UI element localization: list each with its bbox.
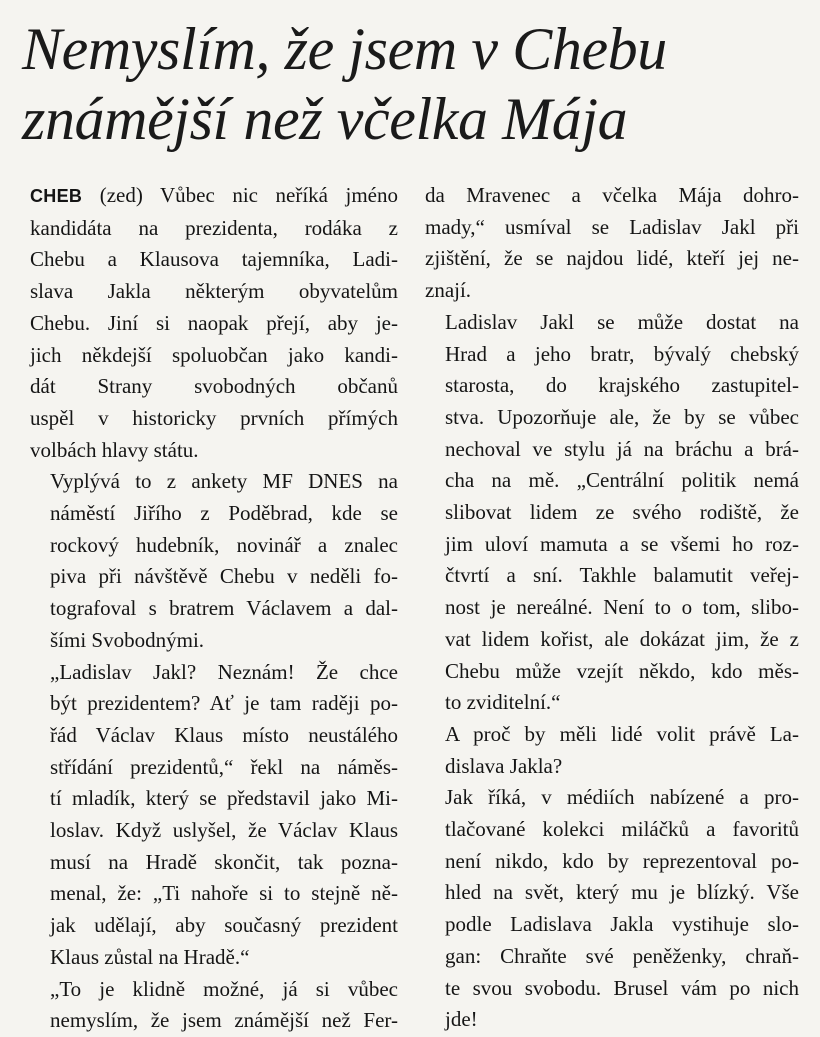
article-paragraph — [30, 466, 398, 656]
text-line: Jak říká, v médiích nabízené a pro- — [445, 785, 799, 810]
text-line: Ladislav Jakl se může dostat na — [445, 309, 799, 334]
article-column-left — [30, 180, 398, 1037]
text-line: volbách hlavy státu. — [30, 437, 199, 462]
text-line: tlačované kolekci miláčků a favoritů — [445, 817, 799, 842]
text-line: te svou svobodu. Brusel vám po nich — [445, 975, 799, 1000]
text-line: zjištění, že se najdou lidé, kteří jej ne- — [425, 246, 799, 271]
text-line: znají. — [425, 278, 472, 303]
article-paragraph — [425, 782, 799, 1036]
text-line: A proč by měli lidé volit právě La- — [445, 721, 799, 746]
text-line: jak udělají, aby současný prezident — [50, 913, 398, 938]
text-line: střídání prezidentů,“ řekl na náměs- — [50, 754, 398, 779]
text-line: podle Ladislava Jakla vystihuje slo- — [445, 912, 799, 937]
text-line: gan: Chraňte své peněženky, chraň- — [445, 943, 799, 968]
text-line: Chebu. Jiní si naopak přejí, aby je- — [30, 310, 398, 335]
text-line: mady,“ usmíval se Ladislav Jakl při — [425, 214, 799, 239]
text-line: čtvrtí a sní. Takhle balamutit veřej- — [445, 563, 799, 588]
text-line: Vyplývá to z ankety MF DNES na — [50, 469, 398, 494]
text-line: cha na mě. „Centrální politik nemá — [445, 468, 799, 493]
text-line: Hrad a jeho bratr, bývalý chebský — [445, 341, 799, 366]
text-line: hled na svět, který mu je blízký. Vše — [445, 880, 799, 905]
text-line: stva. Upozorňuje ale, že by se vůbec — [445, 404, 799, 429]
text-line: dislava Jakla? — [445, 753, 563, 778]
text-line: musí na Hradě skončit, tak pozna- — [50, 849, 398, 874]
text-line: tí mladík, který se představil jako Mi- — [50, 786, 398, 811]
article-paragraph — [425, 307, 799, 719]
article-paragraph — [425, 180, 799, 307]
article-column-right — [425, 180, 799, 1036]
text-line: řád Václav Klaus místo neustálého — [50, 722, 398, 747]
article-paragraph — [30, 974, 398, 1037]
text-line: nost je nereálné. Není to o tom, slibo- — [445, 595, 799, 620]
headline — [22, 14, 802, 154]
text-line: není nikdo, kdo by reprezentoval po- — [445, 848, 799, 873]
text-line — [30, 180, 398, 213]
text-line: šími Svobodnými. — [50, 627, 205, 652]
text-line: slava Jakla některým obyvatelům — [30, 279, 398, 304]
text-line: kandidáta na prezidenta, rodáka z — [30, 215, 398, 240]
text-line: náměstí Jiřího z Poděbrad, kde se — [50, 501, 398, 526]
text-line: starosta, do krajského zastupitel- — [445, 373, 799, 398]
text-line: uspěl v historicky prvních přímých — [30, 405, 398, 430]
text-line: jim uloví mamuta a se všemi ho roz- — [445, 531, 799, 556]
dateline: CHEB — [30, 186, 83, 206]
text-line: Chebu a Klausova tajemníka, Ladi- — [30, 247, 398, 272]
text-line: piva při návštěvě Chebu v neděli fo- — [50, 564, 398, 589]
article-paragraph — [30, 657, 398, 974]
text-line: jich někdejší spoluobčan jako kandi- — [30, 342, 398, 367]
text-line: tografoval s bratrem Václavem a dal- — [50, 596, 398, 621]
text-line: to zviditelní.“ — [445, 690, 561, 715]
text-line: Chebu může vzejít někdo, kdo měs- — [445, 658, 799, 683]
text-line: být prezidentem? Ať je tam raději po- — [50, 691, 398, 716]
headline-line-2: známější než včelka Mája — [22, 86, 628, 152]
text-line: slibovat lidem ze svého rodiště, že — [445, 500, 799, 525]
text-line: loslav. Když uslyšel, že Václav Klaus — [50, 818, 398, 843]
text-line: da Mravenec a včelka Mája dohro- — [425, 183, 799, 207]
text-line: menal, že: „Ti nahoře si to stejně ně- — [50, 881, 398, 906]
article-paragraph — [30, 180, 398, 466]
text-line: dát Strany svobodných občanů — [30, 374, 398, 399]
article-paragraph — [425, 719, 799, 782]
text-line: Klaus zůstal na Hradě.“ — [50, 944, 250, 969]
text-line: „To je klidně možné, já si vůbec — [50, 976, 398, 1001]
text-line: vat lidem kořist, ale dokázat jim, že z — [445, 626, 799, 651]
text-line-content: (zed) Vůbec nic neříká jméno — [99, 183, 399, 207]
text-line: „Ladislav Jakl? Neznám! Že chce — [50, 659, 398, 684]
headline-line-1: Nemyslím, že jsem v Chebu — [22, 16, 667, 82]
text-line: nemyslím, že jsem známější než Fer- — [50, 1008, 398, 1033]
text-line: rockový hudebník, novinář a znalec — [50, 532, 398, 557]
text-line: jde! — [445, 1007, 478, 1032]
text-line: nechoval ve stylu já na bráchu a brá- — [445, 436, 799, 461]
